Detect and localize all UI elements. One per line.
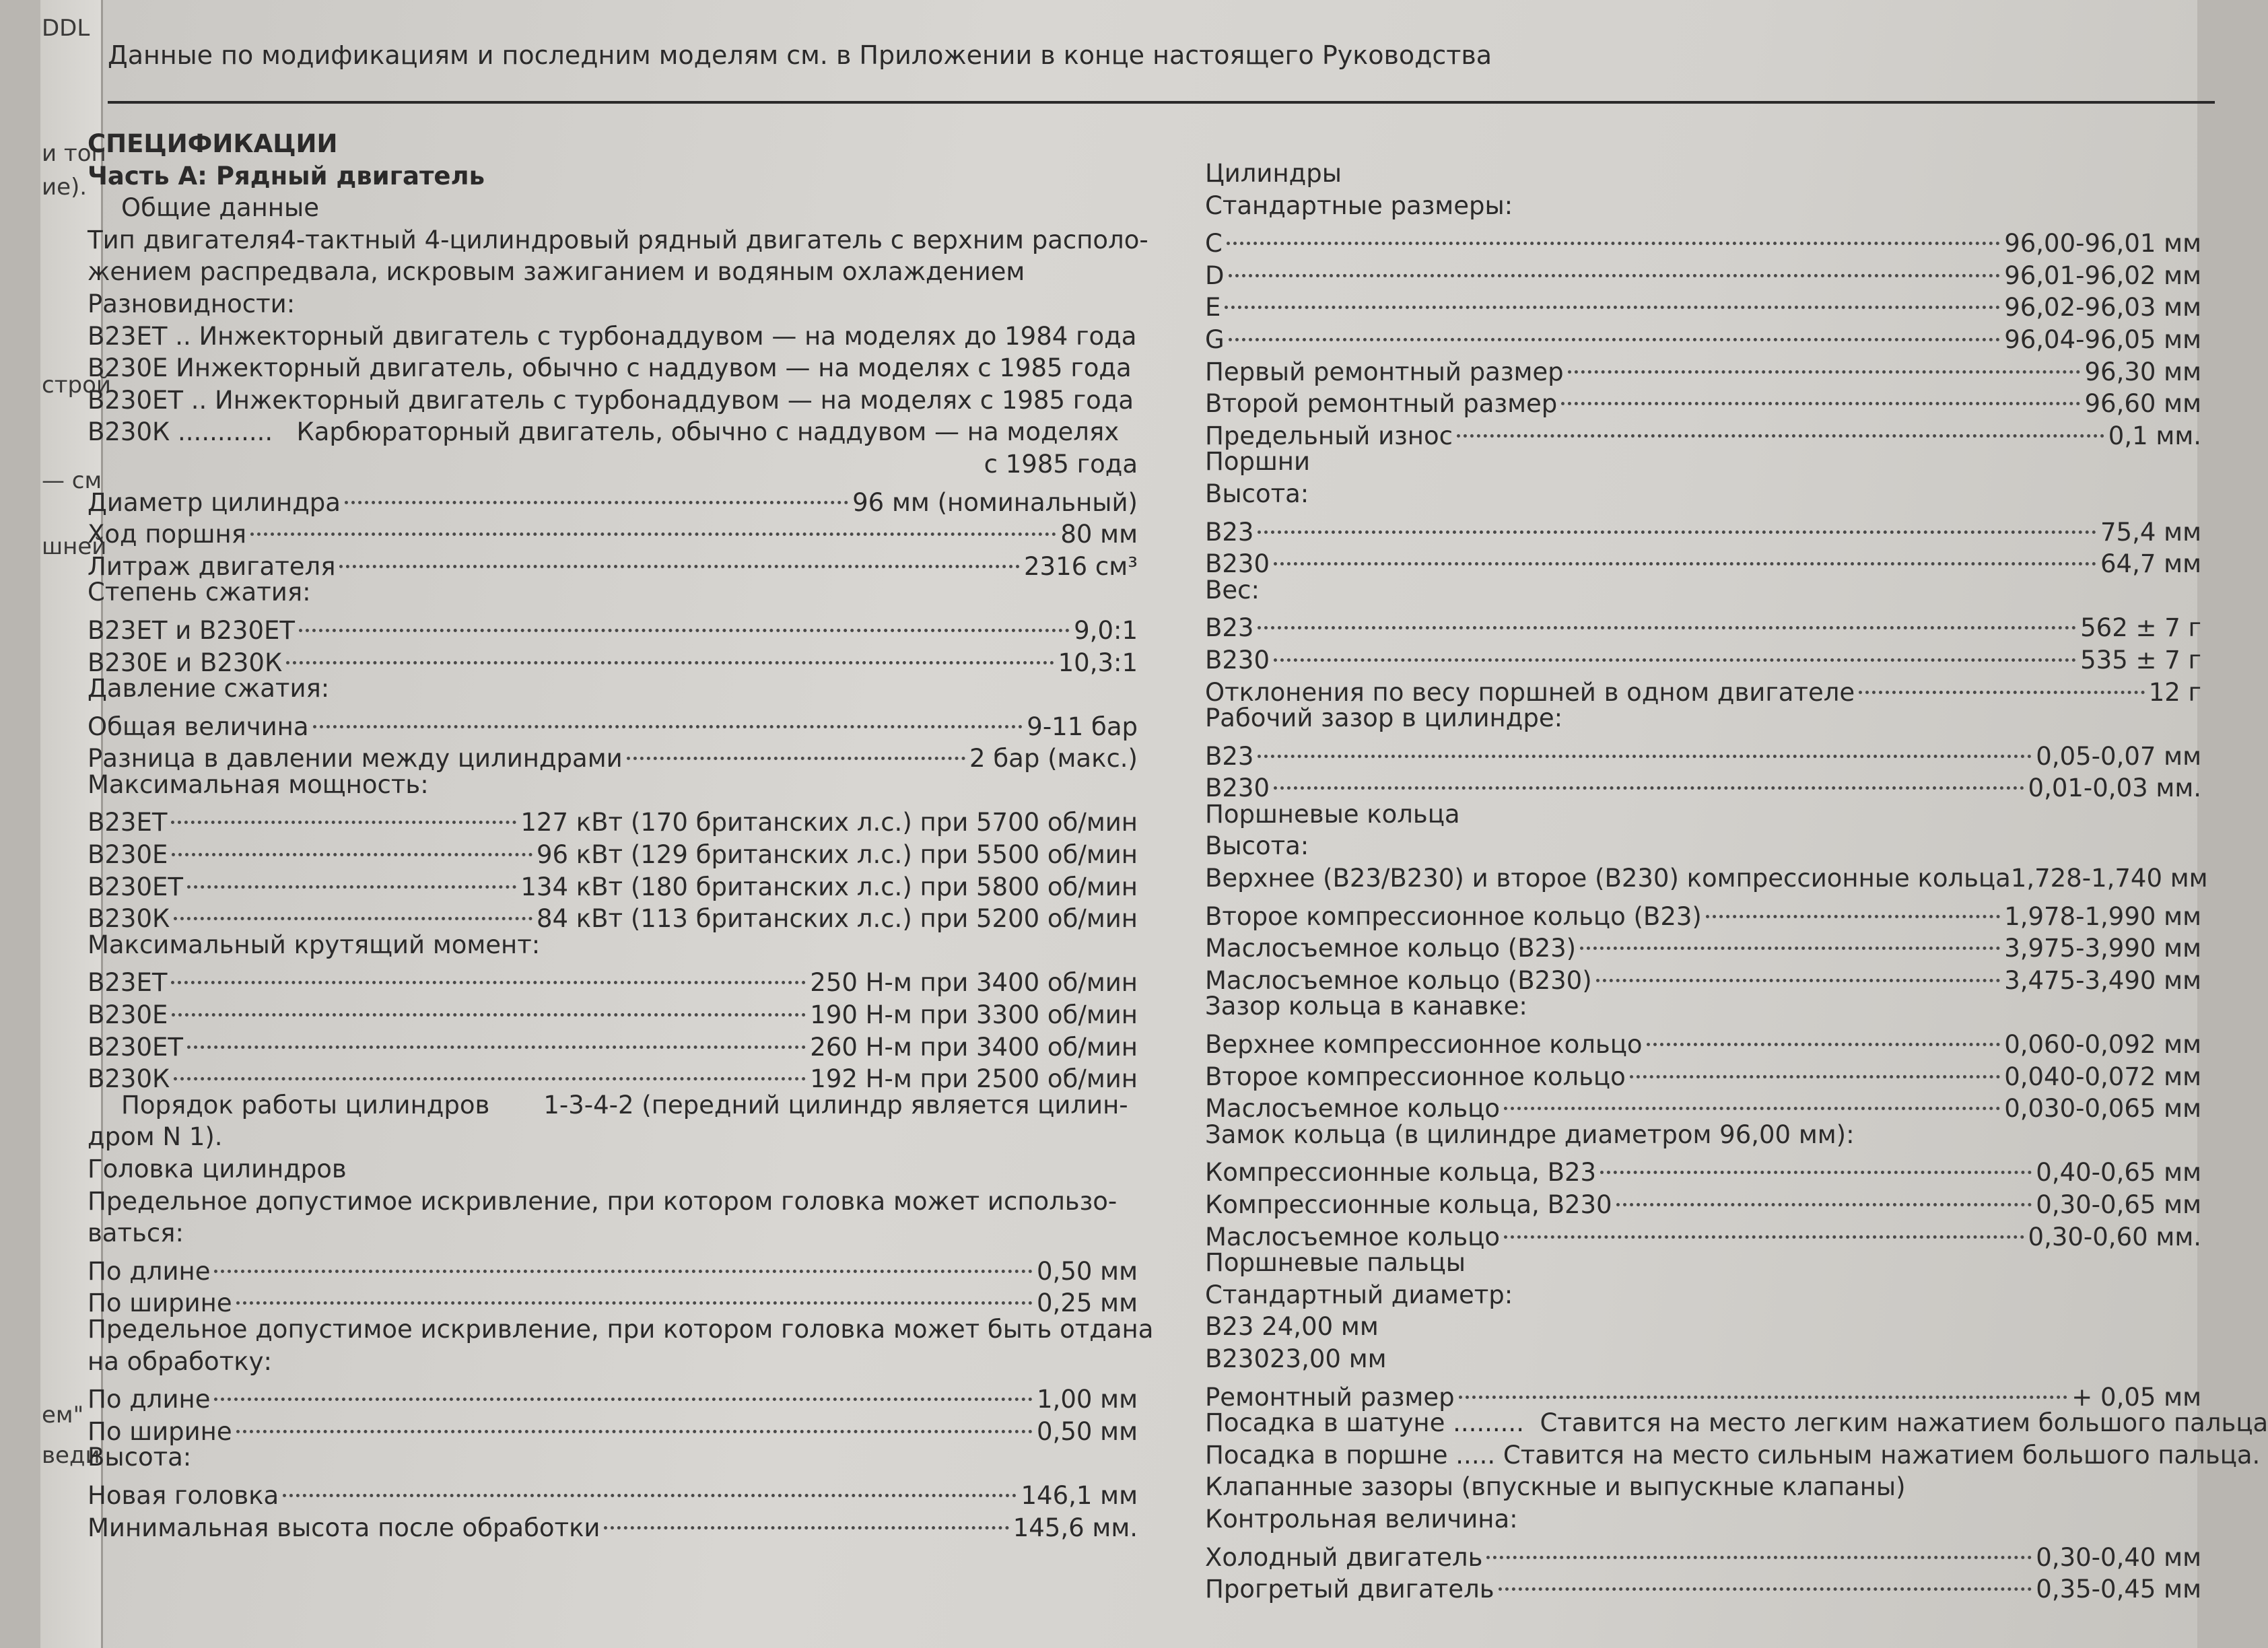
spec-row: В230Е и В230К 10,3:1: [88, 641, 1138, 673]
spec-row: В23ЕТ и В230ЕТ 9,0:1: [88, 609, 1138, 641]
spec-row: В230ЕТ 260 Н-м при 3400 об/мин: [88, 1025, 1138, 1058]
firing-order-row: Порядок работы цилиндров 1-3-4-2 (передний цилиндр является цилин-: [121, 1090, 1128, 1120]
spec-row: Новая головка 146,1 мм: [88, 1474, 1138, 1506]
spec-row: Верхнее компрессионное кольцо 0,060-0,092 мм: [1205, 1023, 2201, 1055]
spec-row: Холодный двигатель 0,30-0,40 мм: [1205, 1536, 2201, 1568]
spec-row: В230К 192 Н-м при 2500 об/мин: [88, 1057, 1138, 1089]
spec-group-label: Вес:: [1205, 575, 1260, 605]
spec-row: По длине 0,50 мм: [88, 1249, 1138, 1282]
edge-fragment: строй: [42, 372, 111, 399]
spec-row: Разница в давлении между цилиндрами 2 бар (макс.): [88, 736, 1138, 769]
spec-group-label: Стандартные размеры:: [1205, 191, 1513, 220]
spec-row: В23 75,4 мм: [1205, 510, 2201, 543]
spec-group-label: Стандартный диаметр:: [1205, 1280, 1513, 1309]
section-title: СПЕЦИФИКАЦИИ: [88, 129, 338, 158]
spec-row: По ширине 0,50 мм: [88, 1410, 1138, 1442]
subsection-heading: Поршневые кольца: [1205, 799, 1460, 829]
variant-row: В230К ............ Карбюраторный двигатель, обычно с наддувом — на моделях: [88, 417, 1120, 447]
spec-row: В230Е 96 кВт (129 британских л.с.) при 5500 об/мин: [88, 833, 1138, 865]
spec-row: Верхнее (В23/В230) и второе (В230) компрессионные кольца 1,728-1,740 мм: [1205, 864, 2208, 893]
spec-row: Минимальная высота после обработки 145,6 мм.: [88, 1506, 1138, 1538]
spec-row: В230К 84 кВт (113 британских л.с.) при 5200 об/мин: [88, 897, 1138, 929]
spec-row: Компрессионные кольца, В23 0,40-0,65 мм: [1205, 1151, 2201, 1183]
section-subtitle: Часть А: Рядный двигатель: [88, 161, 485, 191]
spec-row: Отклонения по весу поршней в одном двигателе 12 г: [1205, 671, 2201, 703]
spec-text: на обработку:: [88, 1346, 272, 1376]
spec-group-label: Высота:: [1205, 479, 1309, 508]
left-column: [88, 128, 1154, 1542]
spec-row: Общая величина 9-11 бар: [88, 705, 1138, 737]
spec-row: E 96,02-96,03 мм: [1205, 285, 2201, 318]
spec-row: Первый ремонтный размер 96,30 мм: [1205, 350, 2201, 382]
right-column: [1205, 158, 2268, 1604]
spec-text: жением распредвала, искровым зажиганием и водяным охлаждением: [88, 257, 1025, 287]
spec-group-label: Зазор кольца в канавке:: [1205, 992, 1527, 1021]
subsection-heading: Общие данные: [121, 193, 319, 223]
spec-row: Маслосъемное кольцо 0,030-0,065 мм: [1205, 1087, 2201, 1119]
variant-row: В23ЕТ .. Инжекторный двигатель с турбонаддувом — на моделях до 1984 года: [88, 321, 1137, 351]
variant-row: В230ЕТ .. Инжекторный двигатель с турбонаддувом — на моделях с 1985 года: [88, 385, 1134, 415]
spec-group-label: Степень сжатия:: [88, 578, 311, 607]
spec-row: Посадка в поршне ..... Ставится на место сильным нажатием большого пальца.: [1205, 1440, 2261, 1470]
spec-row: По длине 1,00 мм: [88, 1377, 1138, 1410]
spec-row: Маслосъемное кольцо (В23) 3,975-3,990 мм: [1205, 926, 2201, 959]
spec-row: В230 535 ± 7 г: [1205, 638, 2201, 671]
spec-row: В23 0,05-0,07 мм: [1205, 734, 2201, 767]
spec-group-label: Контрольная величина:: [1205, 1504, 1518, 1534]
spec-row: Второе компрессионное кольцо (В23) 1,978-1,990 мм: [1205, 895, 2201, 927]
spec-row: Второй ремонтный размер 96,60 мм: [1205, 382, 2201, 414]
spec-group-label: Высота:: [88, 1443, 192, 1472]
spec-row: По ширине 0,25 мм: [88, 1281, 1138, 1313]
edge-fragment: шней: [42, 533, 107, 560]
edge-fragment: — см: [42, 467, 102, 494]
spec-text: В23023,00 мм: [1205, 1344, 1387, 1373]
spec-row: Маслосъемное кольцо 0,30-0,60 мм.: [1205, 1215, 2201, 1247]
spec-row: В230ЕТ 134 кВт (180 британских л.с.) при 5800 об/мин: [88, 865, 1138, 897]
spec-text: Тип двигателя4-тактный 4-цилиндровый рядный двигатель с верхним располо-: [88, 225, 1148, 254]
spec-text: Предельное допустимое искривление, при котором головка может быть отдана: [88, 1314, 1154, 1344]
subsection-heading: Поршневые пальцы: [1205, 1248, 1466, 1278]
spec-row: В230Е 190 Н-м при 3300 об/мин: [88, 993, 1138, 1025]
spec-row: Прогретый двигатель 0,35-0,45 мм: [1205, 1567, 2201, 1600]
spec-group-label: Рабочий зазор в цилиндре:: [1205, 703, 1563, 733]
edge-fragment: DDL: [42, 15, 90, 42]
edge-fragment: ие).: [42, 174, 88, 201]
edge-fragment: и топ: [42, 140, 106, 167]
variant-continuation: с 1985 года: [984, 449, 1138, 479]
spec-group-label: Разновидности:: [88, 289, 296, 318]
spec-row: Диаметр цилиндра 96 мм (номинальный): [88, 481, 1138, 513]
subsection-heading: Клапанные зазоры (впускные и выпускные клапаны): [1205, 1472, 1906, 1502]
spec-row: Второе компрессионное кольцо 0,040-0,072 мм: [1205, 1055, 2201, 1087]
document-page: [40, 0, 2268, 1648]
spec-row: C 96,00-96,01 мм: [1205, 221, 2201, 254]
edge-fragment: веди: [42, 1442, 100, 1469]
spec-row: В23ЕТ 250 Н-м при 3400 об/мин: [88, 961, 1138, 993]
page-header: Данные по модификациям и последним моделям см. в Приложении в конце настоящего Руководства: [108, 28, 2215, 104]
spec-row: Ремонтный размер + 0,05 мм: [1205, 1375, 2201, 1408]
subsection-heading: Поршни: [1205, 447, 1311, 477]
spec-text: В23 24,00 мм: [1205, 1312, 1379, 1342]
spec-group-label: Замок кольца (в цилиндре диаметром 96,00 мм):: [1205, 1120, 1855, 1149]
spec-row: Посадка в шатуне ......... Ставится на место легким нажатием большого пальца: [1205, 1408, 2268, 1438]
subsection-heading: Цилиндры: [1205, 159, 1342, 188]
spec-row: Предельный износ 0,1 мм.: [1205, 414, 2201, 446]
spec-row: D 96,01-96,02 мм: [1205, 254, 2201, 286]
spec-group-label: Давление сжатия:: [88, 674, 330, 703]
variant-row: В230Е Инжекторный двигатель, обычно с наддувом — на моделях с 1985 года: [88, 353, 1132, 383]
spec-row: В230 0,01-0,03 мм.: [1205, 766, 2201, 798]
spec-row: В23 562 ± 7 г: [1205, 606, 2201, 638]
spec-text: дром N 1).: [88, 1122, 223, 1152]
spec-row: Компрессионные кольца, В230 0,30-0,65 мм: [1205, 1183, 2201, 1215]
spec-group-label: Максимальный крутящий момент:: [88, 930, 541, 959]
spec-row: Литраж двигателя 2316 см³: [88, 545, 1138, 577]
spec-row: Ход поршня 80 мм: [88, 512, 1138, 545]
spec-row: Маслосъемное кольцо (В230) 3,475-3,490 мм: [1205, 959, 2201, 991]
spec-row: В230 64,7 мм: [1205, 542, 2201, 574]
subsection-heading: Головка цилиндров: [88, 1155, 347, 1183]
spec-row: В23ЕТ 127 кВт (170 британских л.с.) при 5700 об/мин: [88, 800, 1138, 833]
spec-group-label: Высота:: [1205, 831, 1309, 861]
spec-row: G 96,04-96,05 мм: [1205, 318, 2201, 350]
spec-group-label: Максимальная мощность:: [88, 769, 429, 799]
edge-fragment: ем": [42, 1402, 84, 1429]
spec-text: ваться:: [88, 1218, 184, 1248]
spec-text: Предельное допустимое искривление, при котором головка может использо-: [88, 1186, 1118, 1216]
